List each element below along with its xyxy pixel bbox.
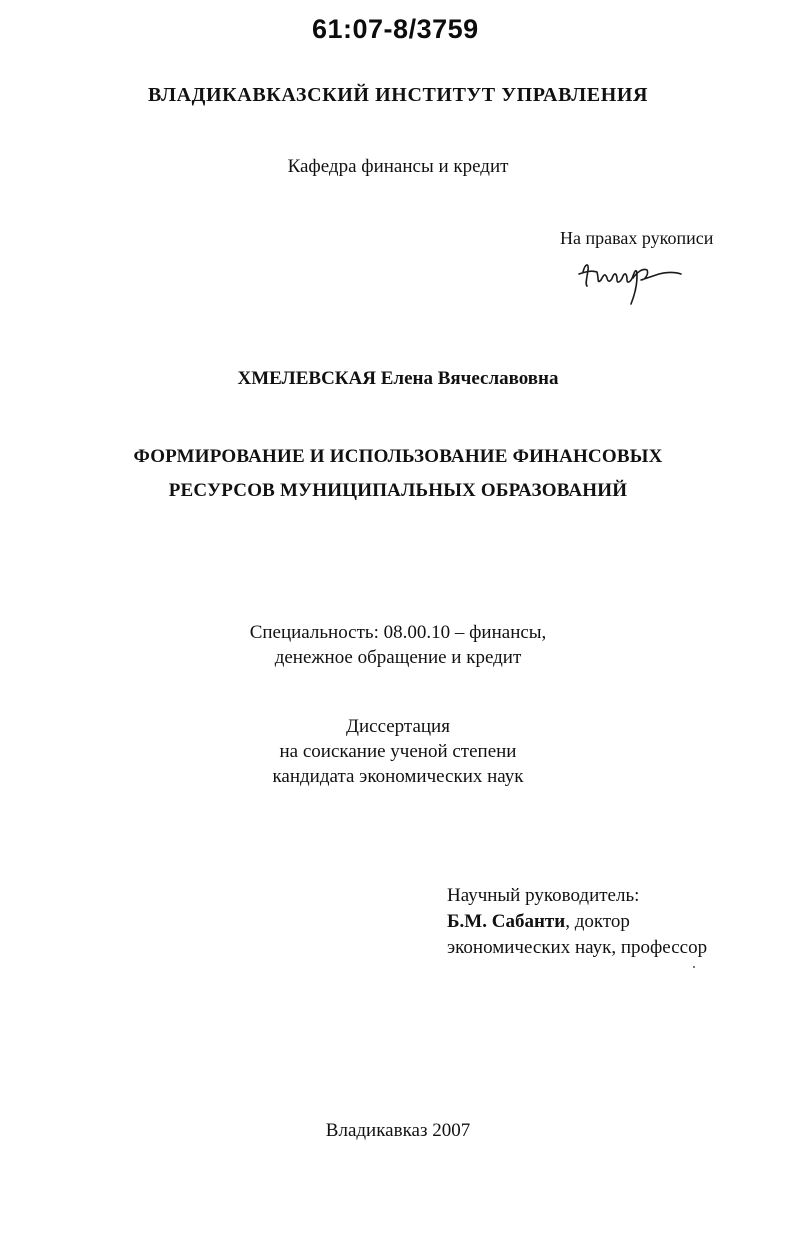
advisor-block	[447, 883, 707, 961]
city-year: Владикавказ 2007	[325, 1120, 471, 1141]
title-line-2: РЕСУРСОВ МУНИЦИПАЛЬНЫХ ОБРАЗОВАНИЙ	[168, 480, 628, 501]
advisor-name: Б.М. Сабанти	[447, 911, 566, 932]
specialty-block	[0, 620, 796, 670]
degree-line-1: Диссертация	[346, 716, 450, 737]
degree-line-3: кандидата экономических наук	[272, 766, 524, 787]
advisor-label: Научный руководитель:	[447, 885, 640, 906]
specialty-line-1: Специальность: 08.00.10 – финансы,	[249, 622, 547, 643]
department-name: Кафедра финансы и кредит	[287, 156, 509, 177]
degree-line-2: на соискание ученой степени	[279, 741, 517, 762]
catalog-number: 61:07-8/3759	[312, 14, 479, 44]
author-signature	[575, 250, 685, 308]
scan-speck	[693, 966, 695, 968]
author-name: ХМЕЛЕВСКАЯ Елена Вячеславовна	[237, 368, 559, 389]
advisor-name-line	[447, 909, 707, 935]
title-line-1: ФОРМИРОВАНИЕ И ИСПОЛЬЗОВАНИЕ ФИНАНСОВЫХ	[133, 446, 663, 467]
degree-block	[0, 714, 796, 789]
advisor-degree-line: экономических наук, профессор	[447, 937, 708, 958]
specialty-line-2: денежное обращение и кредит	[274, 647, 522, 668]
institute-name: ВЛАДИКАВКАЗСКИЙ ИНСТИТУТ УПРАВЛЕНИЯ	[147, 84, 649, 106]
manuscript-rights-note: На правах рукописи	[560, 228, 714, 248]
advisor-degree: , доктор	[565, 911, 630, 932]
dissertation-title	[0, 440, 796, 508]
